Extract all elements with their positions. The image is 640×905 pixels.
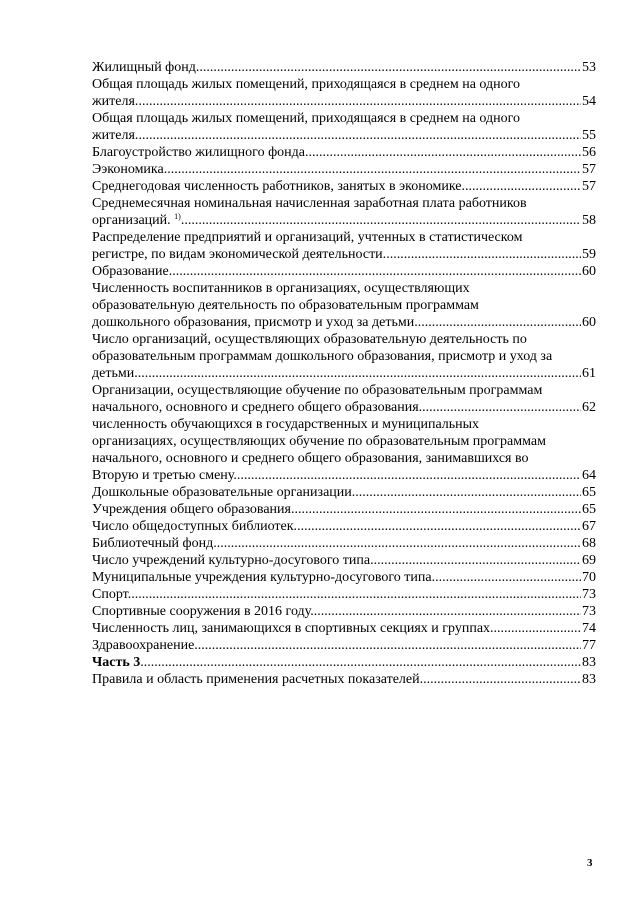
dot-leader	[355, 484, 581, 501]
dot-leader	[423, 671, 581, 688]
toc-entry-text: Спорт.	[92, 587, 132, 602]
toc-entry[interactable]	[92, 161, 596, 178]
toc-page-number: 55	[582, 128, 596, 143]
toc-entry-text: Часть 3	[92, 655, 141, 670]
toc-entry-text-suffix: .	[140, 655, 144, 670]
dot-leader	[138, 127, 581, 144]
dot-leader	[494, 620, 581, 637]
dot-leader	[199, 59, 581, 76]
toc-entry-text: Ээкономика.	[92, 162, 168, 177]
toc-entry[interactable]	[92, 552, 596, 569]
toc-entry[interactable]	[92, 501, 596, 518]
toc-entry[interactable]	[92, 518, 596, 535]
toc-page-number: 74	[582, 621, 596, 636]
toc-entry-text: Число организаций, осуществляющих образовательную деятельность по	[92, 332, 527, 347]
toc-entry-text: Библиотечный фонд.	[92, 536, 217, 551]
toc-entry-text: начального, основного и среднего общего образования.	[92, 400, 423, 415]
dot-leader	[198, 637, 581, 654]
toc-page-number: 68	[582, 536, 596, 551]
toc-entry[interactable]	[92, 195, 596, 229]
dot-leader	[131, 586, 581, 603]
toc-entry-text: Число общедоступных библиотек.	[92, 519, 298, 534]
dot-leader	[138, 365, 581, 382]
toc-entry-text: образовательную деятельность по образовательным программам	[92, 298, 479, 313]
toc-page-number: 65	[582, 502, 596, 517]
toc-entry[interactable]	[92, 59, 596, 76]
toc-entry[interactable]	[92, 535, 596, 552]
toc-entry[interactable]	[92, 569, 596, 586]
toc-entry[interactable]	[92, 280, 596, 331]
toc-page-number: 65	[582, 485, 596, 500]
toc-page-number: 57	[582, 162, 596, 177]
dot-leader	[374, 552, 581, 569]
toc-entry-text: Численность лиц, занимающихся в спортивных секциях и группах.	[92, 621, 494, 636]
toc-page-number: 67	[582, 519, 596, 534]
toc-entry-text: организациях, осуществляющих обучение по образовательным программам	[92, 434, 546, 449]
toc-page-number: 70	[582, 570, 596, 585]
toc-entry-text: Спортивные сооружения в 2016 году.	[92, 604, 314, 619]
toc-page-number: 56	[582, 145, 596, 160]
toc-entry-text: Образование.	[92, 264, 173, 279]
dot-leader	[314, 603, 581, 620]
toc-entry-text: детьми.	[92, 366, 138, 381]
toc-page-number: 58	[582, 213, 596, 228]
dot-leader	[138, 93, 581, 110]
dot-leader	[435, 569, 581, 586]
toc-entry[interactable]	[92, 263, 596, 280]
toc-entry-text: Правила и область применения расчетных показателей.	[92, 672, 424, 687]
dot-leader	[144, 654, 581, 671]
toc-entry[interactable]	[92, 178, 596, 195]
toc-entry-text: Муниципальные учреждения культурно-досугового типа.	[92, 570, 436, 585]
toc-page-number: 83	[582, 672, 596, 687]
toc-entry-text: жителя.	[92, 128, 139, 143]
toc-page-number: 60	[582, 315, 596, 330]
toc-entry-text: Дошкольные образовательные организации.	[92, 485, 356, 500]
toc-entry-text: Распределение предприятий и организаций, учтенных в статистическом	[92, 230, 523, 245]
dot-leader	[422, 399, 581, 416]
toc-entry-text: образовательным программам дошкольного образования, присмотр и уход за	[92, 349, 553, 364]
toc-page-number: 77	[582, 638, 596, 653]
toc-entry-text: начального, основного и среднего общего образования, занимавшихся во	[92, 451, 529, 466]
toc-entry[interactable]	[92, 620, 596, 637]
toc-entry-text: Учреждения общего образования.	[92, 502, 295, 517]
table-of-contents	[92, 59, 596, 688]
toc-entry[interactable]	[92, 586, 596, 603]
toc-entry[interactable]	[92, 484, 596, 501]
toc-entry-text: Вторую и третью смену.	[92, 468, 237, 483]
toc-page-number: 73	[582, 587, 596, 602]
toc-entry[interactable]	[92, 110, 596, 144]
toc-entry-text: регистре, по видам экономической деятельности.	[92, 247, 387, 262]
toc-entry[interactable]	[92, 637, 596, 654]
toc-entry[interactable]	[92, 603, 596, 620]
toc-entry-text: Среднегодовая численность работников, занятых в экономике.	[92, 179, 465, 194]
toc-entry-text: жителя.	[92, 94, 139, 109]
toc-entry-text: Численность воспитанников в организациях, осуществляющих	[92, 281, 470, 296]
toc-entry-text: Среднемесячная номинальная начисленная заработная плата работников	[92, 196, 527, 211]
toc-entry[interactable]	[92, 382, 596, 416]
toc-page-number: 60	[582, 264, 596, 279]
toc-entry[interactable]	[92, 331, 596, 382]
toc-page-number: 62	[582, 400, 596, 415]
toc-entry-text: Общая площадь жилых помещений, приходящаяся в среднем на одного	[92, 111, 521, 126]
toc-page-number: 83	[582, 655, 596, 670]
toc-entry-text: Общая площадь жилых помещений, приходящаяся в среднем на одного	[92, 77, 521, 92]
toc-page-number: 59	[582, 247, 596, 262]
page-number: 3	[587, 857, 593, 869]
toc-entry[interactable]	[92, 671, 596, 688]
toc-entry[interactable]	[92, 416, 596, 484]
dot-leader	[217, 535, 581, 552]
dot-leader	[308, 144, 581, 161]
toc-entry-text: Здравоохранение.	[92, 638, 198, 653]
dot-leader	[181, 212, 581, 229]
dot-leader	[297, 518, 581, 535]
toc-entry-text: Жилищный фонд.	[92, 60, 200, 75]
dot-leader	[167, 161, 581, 178]
dot-leader	[465, 178, 581, 195]
dot-leader	[386, 246, 581, 263]
dot-leader	[172, 263, 581, 280]
dot-leader	[237, 467, 581, 484]
toc-page-number: 53	[582, 60, 596, 75]
toc-page-number: 64	[582, 468, 596, 483]
toc-page-number: 54	[582, 94, 596, 109]
toc-entry[interactable]	[92, 654, 596, 671]
toc-entry-text: Число учреждений культурно-досугового типа.	[92, 553, 374, 568]
toc-entry[interactable]	[92, 229, 596, 263]
toc-page-number: 61	[582, 366, 596, 381]
toc-entry-text: Организации, осуществляющие обучение по образовательным программам	[92, 383, 543, 398]
toc-entry-text: Благоустройство жилищного фонда.	[92, 145, 309, 160]
toc-entry-text: дошкольного образования, присмотр и уход за детьми.	[92, 315, 418, 330]
footnote-marker: 1)	[174, 212, 181, 221]
toc-page-number: 57	[582, 179, 596, 194]
toc-entry[interactable]	[92, 144, 596, 161]
toc-page-number: 69	[582, 553, 596, 568]
dot-leader	[418, 314, 581, 331]
dot-leader	[294, 501, 581, 518]
toc-page-number: 73	[582, 604, 596, 619]
toc-entry-text: организаций.	[92, 213, 175, 228]
toc-entry-text: численность обучающихся в государственных и муниципальных	[92, 417, 480, 432]
toc-entry[interactable]	[92, 76, 596, 110]
